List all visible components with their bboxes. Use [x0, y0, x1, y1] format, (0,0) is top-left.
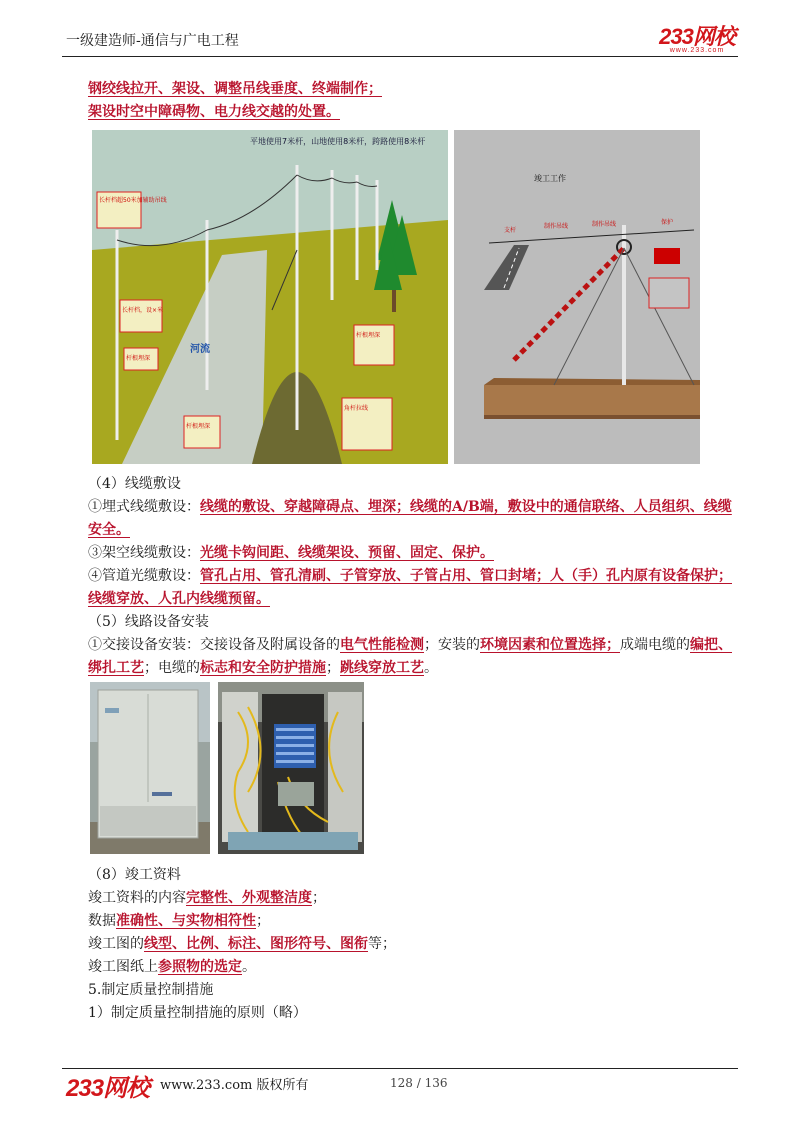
photo-cabinet-closed — [90, 682, 210, 854]
section4-p1-prefix: ①埋式线缆敷设： — [88, 499, 200, 515]
section8-r2-a: 数据 — [88, 913, 116, 929]
section8-row3 — [88, 933, 396, 955]
figure1-label-river: 河流 — [190, 344, 210, 355]
section5-p1-f: 编把、绑扎工艺 — [88, 637, 732, 676]
figure1-label-left2: 长杆档，设×米 — [122, 307, 164, 314]
text-line-2: 架设时空中障碍物、电力线交越的处置。 — [88, 104, 340, 120]
section8-row2 — [88, 910, 270, 932]
figure-pole-guy-wire-svg — [454, 130, 700, 464]
section4-heading: （4）线缆敷设 — [88, 476, 181, 492]
figure-overhead-line-svg — [92, 130, 448, 464]
section8-r2-c: ； — [256, 913, 270, 929]
section8-r1-c: ； — [312, 890, 326, 906]
figure1-label-left1: 长杆档超50米加辅助吊线 — [99, 197, 167, 204]
section4-p4-prefix: ④管道光缆敷设： — [88, 568, 200, 584]
section5-p1-j: 跳线穿放工艺 — [340, 660, 424, 676]
section8-row4 — [88, 956, 256, 978]
header-logo — [652, 20, 742, 54]
footer-site: www.233.com 版权所有 — [160, 1078, 309, 1093]
section5-p1-h: 标志和安全防护措施 — [200, 660, 326, 676]
section5-p1-a: ①交接设备安装：交接设备及附属设备的 — [88, 637, 340, 653]
section8-row6: 1）制定质量控制措施的原则（略） — [88, 1005, 307, 1021]
section4-para1 — [88, 496, 738, 542]
section8-r2-b: 准确性、与实物相符性 — [116, 913, 256, 929]
header-logo-url: www.233.com — [669, 47, 725, 54]
section4-p1-red: 线缆的敷设、穿越障碍点、埋深；线缆的A/B端，敷设中的通信联络、人员组织、线缆安全。 — [88, 499, 732, 538]
section8-r4-c: 。 — [242, 959, 256, 975]
figure-pole-guy-wire — [454, 130, 700, 464]
section8-r3-a: 竣工图的 — [88, 936, 144, 952]
figure2-title: 竣工工作 — [534, 174, 566, 183]
figure1-label-right2: 角杆拉线 — [344, 405, 369, 412]
section8-row5: 5.制定质量控制措施 — [88, 982, 214, 998]
text-line-1: 钢绞线拉开、架设、调整吊线垂度、终端制作； — [88, 81, 382, 97]
section5-p1-c: ；安装的 — [424, 637, 480, 653]
section8-row1 — [88, 887, 326, 909]
section8-r1-a: 竣工资料的内容 — [88, 890, 186, 906]
header-title: 一级建造师-通信与广电工程 — [66, 33, 239, 49]
figure1-label-left3: 杆根埋深 — [126, 355, 151, 362]
section8-r1-b: 完整性、外观整洁度 — [186, 890, 312, 906]
figure2-label2: 制作吊线 — [544, 223, 569, 230]
figure1-label-right1: 杆根埋深 — [356, 332, 381, 339]
page-number: 128 / 136 — [390, 1076, 448, 1090]
section5-p1-e: 成端电缆的 — [620, 637, 690, 653]
section4-p3-prefix: ③架空线缆敷设： — [88, 545, 200, 561]
figure1-top-note: 平地使用7米杆，山地使用8米杆，跨路使用8米杆 — [250, 137, 426, 146]
section8-r3-b: 线型、比例、标注、图形符号、图衔 — [144, 936, 368, 952]
section5-p1-g: ；电缆的 — [144, 660, 200, 676]
section4-para4 — [88, 565, 738, 611]
footer-divider — [62, 1068, 738, 1069]
photo-cabinet-open-svg — [218, 682, 364, 854]
photo-cabinet-open — [218, 682, 364, 854]
header-divider — [62, 56, 738, 57]
figure2-label1: 支杆 — [504, 227, 517, 234]
section8-heading: （8）竣工资料 — [88, 867, 181, 883]
section5-p1-d: 环境因素和位置选择； — [480, 637, 620, 653]
section5-p1-b: 电气性能检测 — [340, 637, 424, 653]
section4-p3-red: 光缆卡钩间距、线缆架设、预留、固定、保护。 — [200, 545, 494, 561]
photo-cabinet-closed-svg — [90, 682, 210, 854]
header-logo-text: 233网校 — [659, 24, 735, 49]
figure-overhead-line — [92, 130, 448, 464]
section8-r3-c: 等； — [368, 936, 396, 952]
figure1-label-mid1: 杆根埋深 — [186, 423, 211, 430]
section5-p1-i: ； — [326, 660, 340, 676]
section4-p4-red: 管孔占用、管孔清刷、子管穿放、子管占用、管口封堵；人（手）孔内原有设备保护；线缆穿放、人孔内线缆预留。 — [88, 568, 732, 607]
section4-para3 — [88, 542, 738, 565]
section8-r4-b: 参照物的选定 — [158, 959, 242, 975]
section8-r4-a: 竣工图纸上 — [88, 959, 158, 975]
section5-p1-k: 。 — [424, 660, 438, 676]
figure2-label4: 保护 — [661, 219, 674, 226]
figure2-label3: 制作吊线 — [592, 221, 617, 228]
section5-heading: （5）线路设备安装 — [88, 614, 209, 630]
section5-para1 — [88, 634, 738, 680]
footer-logo: 233网校 — [66, 1075, 150, 1102]
